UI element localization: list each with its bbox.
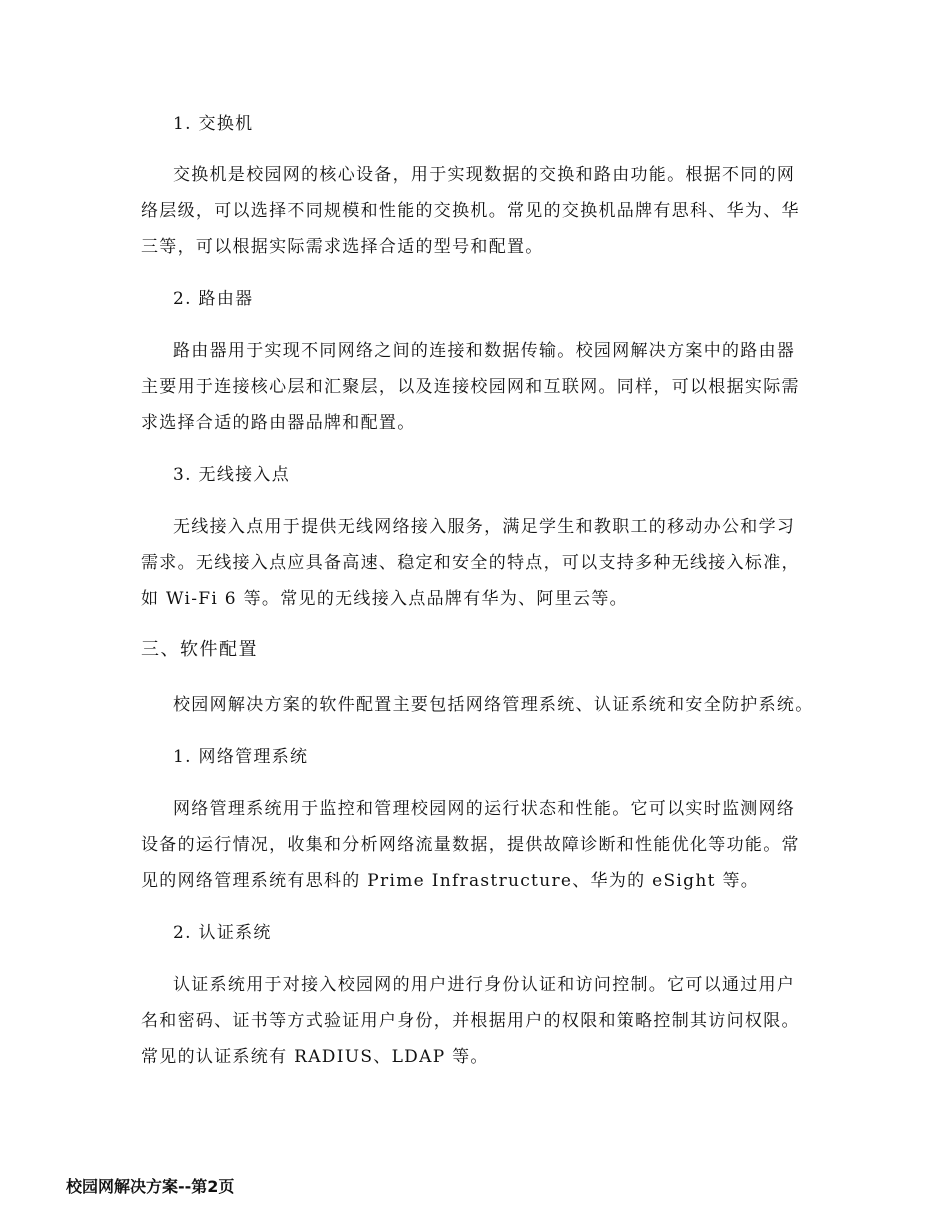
section-title-router: 2. 路由器 xyxy=(173,289,254,309)
paragraph-line: 校园网解决方案的软件配置主要包括网络管理系统、认证系统和安全防护系统。 xyxy=(173,695,814,715)
paragraph-line: 无线接入点用于提供无线网络接入服务，满足学生和教职工的移动办公和学习 xyxy=(173,517,796,537)
paragraph-line: 交换机是校园网的核心设备，用于实现数据的交换和路由功能。根据不同的网 xyxy=(173,165,796,185)
paragraph-line: 见的网络管理系统有思科的 Prime Infrastructure、华为的 eSight 等。 xyxy=(141,871,760,891)
page-footer: 校园网解决方案--第2页 xyxy=(66,1177,235,1196)
paragraph-line: 常见的认证系统有 RADIUS、LDAP 等。 xyxy=(141,1047,489,1067)
section-title-wireless-ap: 3. 无线接入点 xyxy=(173,465,291,485)
section-title-authentication: 2. 认证系统 xyxy=(173,923,272,943)
paragraph-line: 需求。无线接入点应具备高速、稳定和安全的特点，可以支持多种无线接入标准， xyxy=(141,553,800,573)
section-title-switch: 1. 交换机 xyxy=(173,114,254,134)
paragraph-line: 路由器用于实现不同网络之间的连接和数据传输。校园网解决方案中的路由器 xyxy=(173,341,796,361)
section-title-network-management: 1. 网络管理系统 xyxy=(173,747,309,767)
paragraph-line: 求选择合适的路由器品牌和配置。 xyxy=(141,413,416,433)
paragraph-line: 设备的运行情况，收集和分析网络流量数据，提供故障诊断和性能优化等功能。常 xyxy=(141,835,800,855)
paragraph-line: 认证系统用于对接入校园网的用户进行身份认证和访问控制。它可以通过用户 xyxy=(173,975,796,995)
paragraph-line: 名和密码、证书等方式验证用户身份，并根据用户的权限和策略控制其访问权限。 xyxy=(141,1011,800,1031)
paragraph-line: 主要用于连接核心层和汇聚层，以及连接校园网和互联网。同样，可以根据实际需 xyxy=(141,377,800,397)
paragraph-line: 三等，可以根据实际需求选择合适的型号和配置。 xyxy=(141,237,544,257)
part-title-software-config: 三、软件配置 xyxy=(141,639,258,660)
paragraph-line: 网络管理系统用于监控和管理校园网的运行状态和性能。它可以实时监测网络 xyxy=(173,799,796,819)
paragraph-line: 如 Wi-Fi 6 等。常见的无线接入点品牌有华为、阿里云等。 xyxy=(141,589,628,609)
paragraph-line: 络层级，可以选择不同规模和性能的交换机。常见的交换机品牌有思科、华为、华 xyxy=(141,201,800,221)
